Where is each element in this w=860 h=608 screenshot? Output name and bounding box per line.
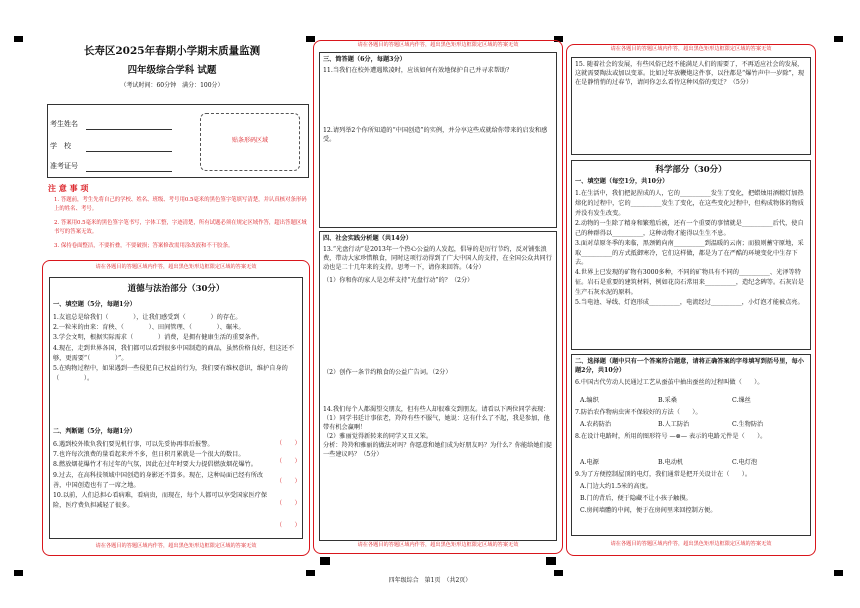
id-field[interactable] [86, 171, 172, 172]
judge-item: 8.燃放烟花爆竹才有过年的气氛，因此在过年时要大力提倡燃放烟花爆竹。 [53, 461, 257, 469]
judge-answer-paren[interactable]: （ ） [276, 458, 301, 465]
judge-item: 9.过去，在高科技领域中国创造的身影还不算多。现在，这种局面已经有所改善，中国创造也有了一席之地。 [53, 471, 264, 489]
practice-14: 14.我们每个人都渴望交朋友，但有些人却很难交到朋友。请看以下两位同学表现： （1）同学书廷计事依老，羚羚有些不服气，她说：这有什么了不起，我是参加，他带有机会赢啊！ （2）雅丽觉得新转来的同学又丑又笨。 分析：羚羚和雅丽的做法对吗？你愿意和她们成为好朋友吗？为什么？你能给她们提一些建议吗？（5分） [323, 406, 552, 458]
exam-title: 长寿区2025年春期小学期末质量监测 [83, 45, 261, 57]
practice-box [319, 231, 557, 541]
notice-item: 3. 保持卷面整洁，不要折叠，不要破损；答案修改需用涂改液和不干胶条。 [54, 243, 234, 249]
science-title: 科学部分（30分） [655, 165, 727, 175]
warning-text: 请在各题目的答题区域内作答，超出黑色矩形边框限定区域的答案无效 [357, 542, 519, 548]
morality-inner-box [49, 277, 303, 539]
choice-option[interactable]: B.门的背后，便于隐藏不让小孩子触摸。 [580, 495, 692, 502]
fill-item: 3.学会文明，根据实际需求（ ）消费，是拥有健康生活的重要条件。 [53, 334, 264, 342]
practice-15-box [571, 57, 811, 155]
short-title: 三、简答题（6分，每题3分） [323, 56, 406, 63]
science-fill-item: 4.世界上已发现的矿物有3000多种，不同的矿物具有不同的__________、光泽等特征。岩石是重要的建筑材料，例如花岗石常用来__________，造纪念碑等。石灰岩是生产石灰水泥的原料。 [575, 269, 804, 297]
science-choice-box [571, 354, 811, 536]
science-fill-item: 3.面对草原冬季的来临，黑颈鹤向南__________到温暖的云南；而狼则蓄守原地，采取__________的方式抵御寒冷，它们这样做，都是为了在严酷的环境变化中生存下去。 [575, 239, 804, 267]
practice-title: 四、社会实践分析题（共14分） [323, 235, 413, 242]
judge-questions [53, 440, 273, 512]
practice-13-1: （1）你和你的家人是怎样支持“光盘行动”的？（2分） [323, 277, 474, 284]
choice-option[interactable]: B.人工防治 [658, 421, 690, 428]
registration-mark [320, 557, 330, 565]
student-info-box [47, 104, 309, 178]
choice-option[interactable]: A.电源 [580, 459, 599, 466]
practice-13: 13.“光盘行动”是2013年一个热心公益的人发起，倡导的是厉行节约，反对铺张浪费，带动大家珍惜粮食，同时这项行动得到了广大中国人的支持，在全国公众共同行动也是二十几年来的支持。思考一下，请你来回答。（4分） [323, 246, 552, 271]
registration-mark [14, 570, 23, 576]
fill-item: 4.现在，走到世界各国，我们都可以看到很多中国制造的商品，虽然价格良好，但这还不够，更需要“（ ）”。 [53, 344, 295, 362]
judge-answer-paren[interactable]: （ ） [276, 478, 301, 485]
registration-mark [306, 570, 315, 576]
practice-15: 15. 随着社会的发展，有些风俗已经不能满足人们的需要了，不再适应社会的发展，这就需要陶汰或加以变革。比如过年放鞭炮这件事，以往都是“爆竹声中一岁除”，现在是静悄悄的过春节，请问你怎么看待这种风俗的变迁？（5分） [575, 61, 805, 86]
notice-item: 2. 答案用0.5毫米的黑色签字笔书写，字体工整，字迹清楚，所有试题必须在规定区域作答，超出答题区域书写的答案无效。 [54, 220, 307, 235]
warning-text: 请在各题目的答题区域内作答，超出黑色矩形边框限定区域的答案无效 [357, 42, 519, 48]
name-label: 考生姓名 [50, 120, 78, 128]
judge-answer-paren[interactable]: （ ） [276, 440, 301, 447]
warning-text: 请在各题目的答题区域内作答，超出黑色矩形边框限定区域的答案无效 [610, 541, 772, 547]
exam-info: （考试时间：60分钟 满分：100分） [120, 82, 224, 89]
practice-13-2: （2）创作一条节约粮食的公益广告词。（2分） [323, 369, 452, 376]
science-fill-box [571, 160, 811, 350]
short-item: 12.请列举2个你所知道的“中国创造”的实例，并分享这些成就给你带来的启发和感受。 [323, 127, 548, 143]
name-field[interactable] [86, 129, 172, 130]
fill-questions [53, 313, 299, 385]
fill-item: 1.友谊总是给我们（ ），让我们感受到（ ）的存在。 [53, 314, 242, 321]
choice-question: 7.防治农作物病虫害不保较好的方法（ ）。 [575, 409, 702, 416]
choice-question: 8.在设计电路时，所用的图形符号 —⊗— 表示的电路元件是（ ）。 [575, 433, 767, 440]
choice-option[interactable]: A.农药防治 [580, 421, 612, 428]
barcode-label: 贴条形码区域 [231, 137, 268, 144]
judge-answer-paren[interactable]: （ ） [276, 500, 301, 507]
judge-answer-paren[interactable]: （ ） [276, 522, 301, 529]
registration-mark [834, 36, 843, 42]
choice-option[interactable]: A.门边大约1.5米的高度。 [580, 483, 652, 490]
choice-option[interactable]: C.房间墙體的中间，便于在房间里来回控制方便。 [580, 507, 717, 514]
science-fill-questions [575, 189, 809, 308]
science-fill-item: 2.动物的一生除了精身和繁殖后被，还有一个重要的事情就是__________后代，使自己的种群得以__________，这种动物才能得以生生不息。 [575, 219, 804, 237]
notice-item: 1. 答题前，考生先将自己的学校、姓名、班级、考号用0.5毫米的黑色签字笔填写清楚，并认真核对条形码上的姓名、考号。 [54, 197, 307, 212]
barcode-area [200, 113, 300, 171]
judge-item: 7.也许每次浪费的量看起来并不多，但日积月累就是一个很大的数目。 [53, 451, 245, 459]
warning-text: 请在各题目的答题区域内作答，超出黑色矩形边框限定区域的答案无效 [95, 543, 257, 549]
school-label: 学 校 [50, 142, 71, 150]
short-item: 11.当我们在校外遭遇欺凌时，应该如何有效地保护自己并寻求帮助？ [323, 67, 513, 74]
notice-title: 注 意 事 项 [48, 183, 89, 193]
science-fill-title: 一、填空题（每空1分，共10分） [575, 178, 669, 185]
choice-option[interactable]: B.电动机 [658, 459, 684, 466]
choice-option[interactable]: B.采桑 [658, 397, 677, 404]
warning-text: 请在各题目的答题区域内作答，超出黑色矩形边框限定区域的答案无效 [95, 264, 257, 270]
answer-area-right[interactable] [566, 44, 816, 556]
school-field[interactable] [86, 151, 172, 152]
fill-item: 5.在购物过程中，如果遇到一些侵犯自己权益的行为，我们要有维权意识，维护自身的（ ）。 [53, 365, 288, 383]
fill-item: 2.一粒米的由来：育秧、（ ）、田间管理、（ ）、碾米。 [53, 324, 245, 332]
science-fill-item: 5.当电池、导线、灯泡形成__________，电流经过__________，小灯泡才能被点亮。 [575, 299, 804, 307]
warning-text: 请在各题目的答题区域内作答，超出黑色矩形边框限定区域的答案无效 [610, 46, 772, 52]
science-choice-title: 二、选择题（题中只有一个答案符合题意，请将正确答案的字母填写到括号里，每小题2分，共10分） [575, 358, 804, 374]
page-footer: 四年级综合 第1页 （共2页） [388, 577, 472, 584]
answer-area-middle[interactable] [313, 40, 563, 554]
judge-item: 6.遇到校外欺负我们要见机行事，可以先妥协再事后报警。 [53, 441, 214, 448]
short-answer-box [319, 52, 557, 228]
exam-subtitle: 四年级综合学科 试题 [127, 65, 217, 76]
answer-area-morality[interactable] [42, 260, 310, 556]
choice-option[interactable]: C.缫丝 [732, 397, 751, 404]
choice-question: 6.中国古代劳动人民通过工艺从蚕茧中抽出蚕丝的过程叫做（ ）。 [575, 379, 764, 386]
registration-mark [554, 570, 563, 576]
id-label: 准考证号 [50, 162, 78, 170]
choice-option[interactable]: C.电灯泡 [732, 459, 758, 466]
registration-mark [834, 570, 843, 576]
fill-title: 一、填空题（5分，每题1分） [53, 301, 136, 308]
registration-mark [546, 557, 556, 565]
choice-option[interactable]: C.生物防治 [732, 421, 764, 428]
judge-title: 二、判断题（5分，每题1分） [53, 428, 136, 435]
morality-title: 道德与法治部分（30分） [127, 284, 225, 294]
choice-question: 9.为了方便控制屋顶的电灯，我们通常是把开关设计在（ ）。 [575, 471, 752, 478]
choice-option[interactable]: A.编织 [580, 397, 599, 404]
judge-item: 10.以前，人们总担心看病难，看病贵，而现在，每个人都可以享受国家医疗保险，医疗费负担减轻了很多。 [53, 492, 268, 510]
registration-mark [14, 36, 23, 42]
science-fill-item: 1.在生活中，我们把泥捏成的人，它的__________发生了变化，把蜡烛用酒精灯加热熔化的过程中，它的__________发生了变化，在这些变化过程中，但构成物体的物质并没有发生改变。 [575, 190, 804, 217]
